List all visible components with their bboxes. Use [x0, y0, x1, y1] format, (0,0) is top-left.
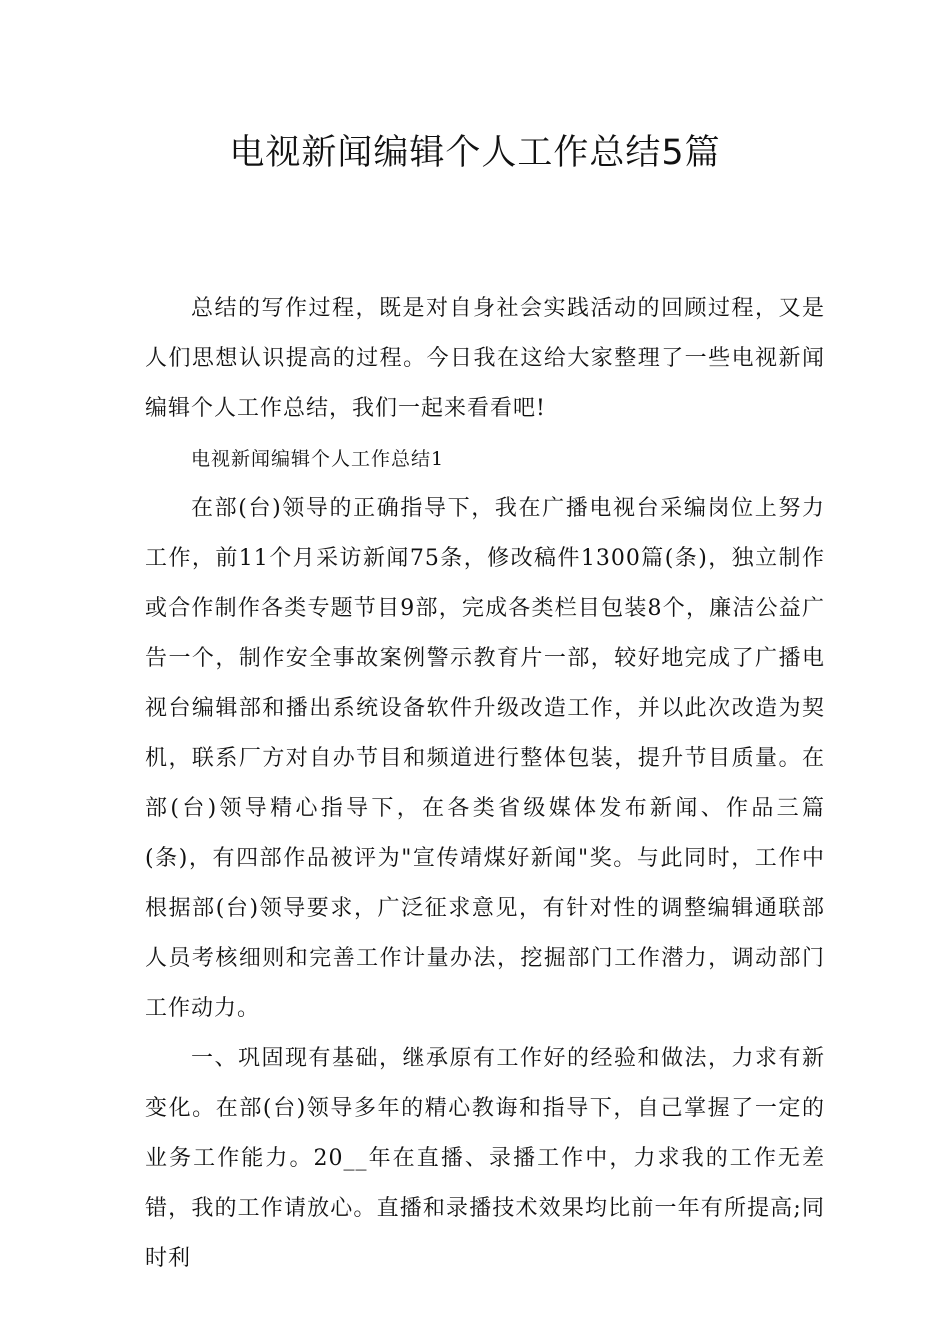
- section-heading: 电视新闻编辑个人工作总结1: [191, 448, 445, 470]
- body-paragraph: 在部(台)领导的正确指导下，我在广播电视台采编岗位上努力工作，前11个月采访新闻75条，修改稿件1300篇(条)，独立制作或合作制作各类专题节目9部，完成各类栏目包装8个，廉洁公益广告一个，制作安全事故案例警示教育片一部，较好地完成了广播电视台编辑部和播出系统设备软件升级改造工作，并以此次改造为契机，联系厂方对自办节目和频道进行整体包装，提升节目质量。在部(台)领导精心指导下，在各类省级媒体发布新闻、作品三篇(条)，有四部作品被评为"宣传靖煤好新闻"奖。与此同时，工作中根据部(台)领导要求，广泛征求意见，有针对性的调整编辑通联部人员考核细则和完善工作计量办法，挖掘部门工作潜力，调动部门工作动力。: [145, 496, 825, 1021]
- intro-paragraph: 总结的写作过程，既是对自身社会实践活动的回顾过程，又是人们思想认识提高的过程。今日我在这给大家整理了一些电视新闻编辑个人工作总结，我们一起来看看吧!: [145, 296, 825, 421]
- document-title: 电视新闻编辑个人工作总结5篇: [229, 133, 721, 173]
- body-paragraph: 一、巩固现有基础，继承原有工作好的经验和做法，力求有新变化。在部(台)领导多年的精心教诲和指导下，自己掌握了一定的业务工作能力。20__年在直播、录播工作中，力求我的工作无差错，我的工作请放心。直播和录播技术效果均比前一年有所提高;同时利: [145, 1046, 825, 1271]
- document-body: [145, 284, 825, 1284]
